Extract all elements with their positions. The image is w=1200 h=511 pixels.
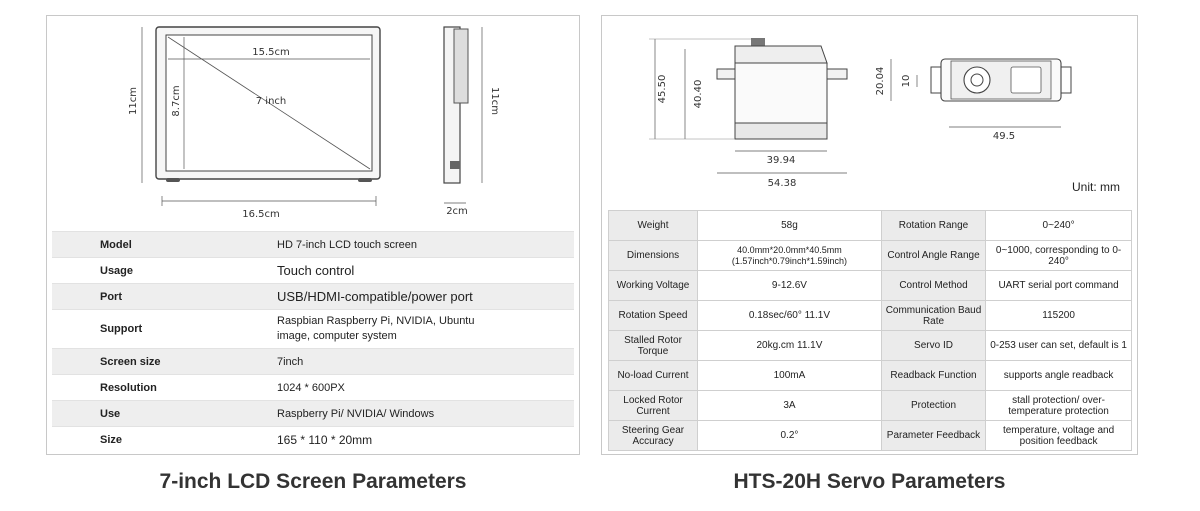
param-value: stall protection/ over-temperature protection <box>986 391 1132 421</box>
lcd-foot-left <box>166 178 180 182</box>
table-row <box>609 211 1132 241</box>
param-value: 20kg.cm 11.1V <box>698 331 882 361</box>
servo-caption: HTS-20H Servo Parameters <box>733 470 1006 493</box>
lcd-diagonal-label: 7 inch <box>255 96 287 107</box>
param-value: UART serial port command <box>986 271 1132 301</box>
lcd-side-depth-label: 2cm <box>446 206 468 217</box>
param-value: 1024 * 600PX <box>277 375 574 401</box>
servo-top-width-label: 49.5 <box>992 131 1016 142</box>
param-value: temperature, voltage and position feedback <box>986 421 1132 451</box>
lcd-outer-height-label: 11cm <box>128 87 139 115</box>
param-value: supports angle readback <box>986 361 1132 391</box>
param-value: USB/HDMI-compatible/power port <box>277 284 574 310</box>
servo-top-view-slot <box>1011 67 1041 93</box>
param-value: 3A <box>698 391 882 421</box>
param-key: Use <box>52 401 277 427</box>
servo-drawing <box>601 15 1138 210</box>
table-row <box>609 301 1132 331</box>
lcd-parameter-table <box>52 231 574 452</box>
lcd-side-bump <box>450 161 460 169</box>
servo-width-total-label: 54.38 <box>767 178 797 189</box>
param-label: Rotation Speed <box>609 301 698 331</box>
lcd-side-height-label: 11cm <box>489 87 500 115</box>
table-row <box>52 284 574 310</box>
servo-bottom-band <box>735 123 827 139</box>
servo-top-height-label: 20.04 <box>875 66 886 96</box>
param-value: 165 * 110 * 20mm <box>277 427 574 453</box>
param-label: Parameter Feedback <box>881 421 985 451</box>
param-value: Touch control <box>277 258 574 284</box>
table-row <box>609 361 1132 391</box>
servo-width-body-label: 39.94 <box>766 155 796 166</box>
lcd-inner-width-label: 15.5cm <box>252 47 290 58</box>
param-label: Protection <box>881 391 985 421</box>
param-label: Stalled Rotor Torque <box>609 331 698 361</box>
table-row <box>609 241 1132 271</box>
table-row <box>52 232 574 258</box>
param-label: Communication Baud Rate <box>881 301 985 331</box>
lcd-drawing <box>46 15 580 235</box>
param-value: 0~1000, corresponding to 0-240° <box>986 241 1132 271</box>
param-value: Raspberry Pi/ NVIDIA/ Windows <box>277 401 574 427</box>
param-value: 40.0mm*20.0mm*40.5mm (1.57inch*0.79inch*1.59inch) <box>698 241 882 271</box>
table-row <box>52 427 574 453</box>
table-row <box>52 258 574 284</box>
param-label: Steering Gear Accuracy <box>609 421 698 451</box>
param-value: 9-12.6V <box>698 271 882 301</box>
table-row <box>52 349 574 375</box>
table-row <box>52 401 574 427</box>
param-key: Resolution <box>52 375 277 401</box>
param-label: Weight <box>609 211 698 241</box>
param-label: No-load Current <box>609 361 698 391</box>
param-label: Dimensions <box>609 241 698 271</box>
servo-parameter-table <box>608 210 1132 451</box>
param-key: Usage <box>52 258 277 284</box>
param-value: 0.2° <box>698 421 882 451</box>
param-value: 0.18sec/60° 11.1V <box>698 301 882 331</box>
param-key: Size <box>52 427 277 453</box>
param-label: Rotation Range <box>881 211 985 241</box>
param-key: Model <box>52 232 277 258</box>
table-row <box>609 421 1132 451</box>
param-label: Working Voltage <box>609 271 698 301</box>
lcd-caption: 7-inch LCD Screen Parameters <box>159 470 467 493</box>
param-label: Control Method <box>881 271 985 301</box>
param-label: Servo ID <box>881 331 985 361</box>
param-value: HD 7-inch LCD touch screen <box>277 232 574 258</box>
lcd-inner-height-label: 8.7cm <box>171 85 182 117</box>
servo-mount-left <box>931 67 941 93</box>
servo-top-small-label: 10 <box>901 74 912 88</box>
param-key: Port <box>52 284 277 310</box>
table-row <box>52 310 574 349</box>
table-row <box>609 331 1132 361</box>
lcd-outer-width-label: 16.5cm <box>242 209 280 220</box>
servo-output-shaft-inner <box>971 74 983 86</box>
table-row <box>52 375 574 401</box>
table-row <box>609 271 1132 301</box>
param-value: 0-253 user can set, default is 1 <box>986 331 1132 361</box>
servo-mount-right <box>1061 67 1071 93</box>
param-label: Locked Rotor Current <box>609 391 698 421</box>
servo-height-body-label: 40.40 <box>693 79 704 109</box>
param-key: Screen size <box>52 349 277 375</box>
param-label: Control Angle Range <box>881 241 985 271</box>
lcd-foot-right <box>358 178 372 182</box>
servo-height-total-label: 45.50 <box>657 74 668 104</box>
param-label: Readback Function <box>881 361 985 391</box>
param-value: Raspbian Raspberry Pi, NVIDIA, Ubuntu image, computer system <box>277 310 574 349</box>
unit-label: Unit: mm <box>1072 180 1120 194</box>
servo-top-cap <box>735 46 827 63</box>
servo-top-knob <box>751 38 765 46</box>
param-value: 0~240° <box>986 211 1132 241</box>
param-value: 58g <box>698 211 882 241</box>
param-value: 7inch <box>277 349 574 375</box>
param-value: 115200 <box>986 301 1132 331</box>
table-row <box>609 391 1132 421</box>
lcd-side-bracket <box>454 29 468 103</box>
param-value: 100mA <box>698 361 882 391</box>
param-key: Support <box>52 310 277 349</box>
